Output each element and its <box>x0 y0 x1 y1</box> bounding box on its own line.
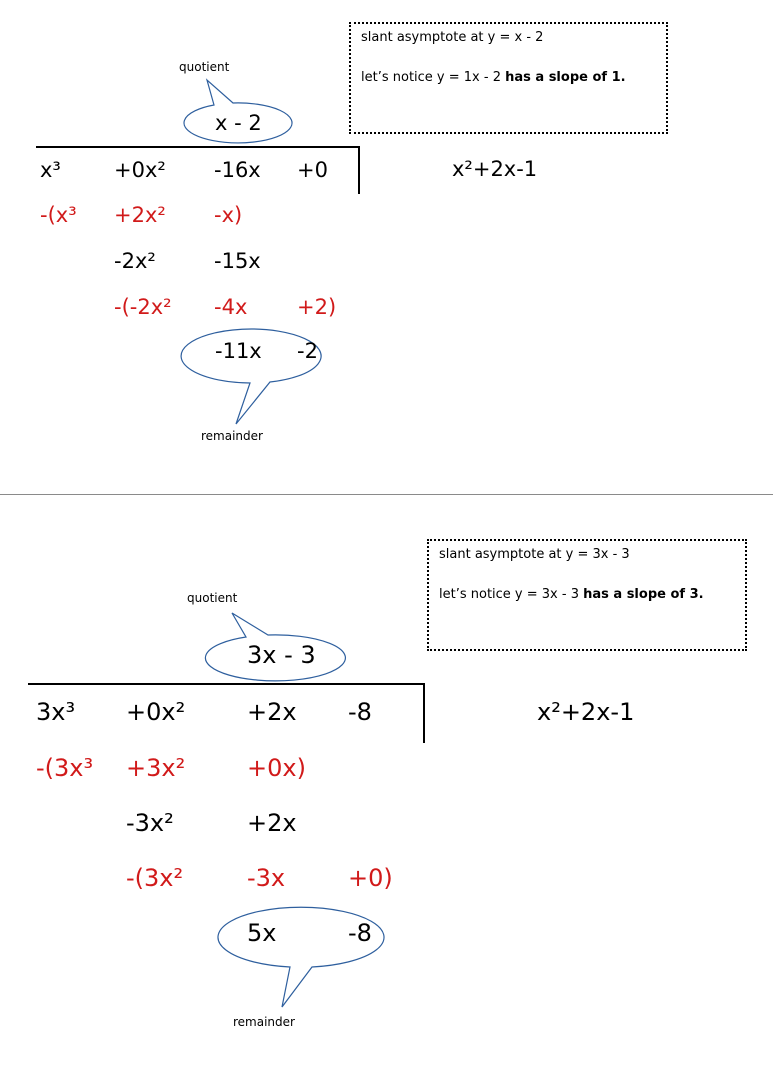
difference-term: -2x² <box>114 249 156 273</box>
slope-emphasis: has a slope of 1. <box>505 70 626 85</box>
subtraction-term: +0x) <box>247 754 306 782</box>
quotient: x - 2 <box>215 111 262 135</box>
division-bar-top <box>28 683 425 685</box>
note-line-2: let’s notice y = 1x - 2 has a slope of 1. <box>361 70 626 85</box>
subtraction-term: -4x <box>214 295 248 319</box>
asymptote-note <box>427 539 747 651</box>
dividend-term: -16x <box>214 158 261 182</box>
remainder-term: -11x <box>215 339 262 363</box>
quotient: 3x - 3 <box>247 641 316 669</box>
division-bar-side <box>358 146 360 194</box>
subtraction-term: -(3x³ <box>36 754 94 782</box>
note-line-1: slant asymptote at y = x - 2 <box>361 30 544 45</box>
note-line-1: slant asymptote at y = 3x - 3 <box>439 547 630 562</box>
subtraction-term: +0) <box>348 864 393 892</box>
dividend-term: +0 <box>297 158 328 182</box>
subtraction-term: -x) <box>214 203 243 227</box>
subtraction-term: +2) <box>297 295 337 319</box>
division-bar-top <box>36 146 360 148</box>
remainder-term: -2 <box>297 339 318 363</box>
difference-term: +2x <box>247 809 297 837</box>
division-bar-side <box>423 683 425 743</box>
subtraction-term: +3x² <box>126 754 186 782</box>
remainder-term: -8 <box>348 919 372 947</box>
difference-term: -15x <box>214 249 261 273</box>
quotient-label: quotient <box>187 591 238 605</box>
remainder-term: 5x <box>247 919 277 947</box>
dividend-term: x³ <box>40 158 61 182</box>
subtraction-term: +2x² <box>114 203 166 227</box>
subtraction-term: -3x <box>247 864 286 892</box>
subtraction-term: -(-2x² <box>114 295 172 319</box>
remainder-label: remainder <box>233 1015 295 1029</box>
quotient-label: quotient <box>179 60 230 74</box>
slope-emphasis: has a slope of 3. <box>583 587 704 602</box>
remainder-label: remainder <box>201 429 263 443</box>
divisor: x²+2x-1 <box>452 157 538 181</box>
dividend-term: 3x³ <box>36 698 76 726</box>
subtraction-term: -(3x² <box>126 864 184 892</box>
dividend-term: +0x² <box>114 158 166 182</box>
note-line-2: let’s notice y = 3x - 3 has a slope of 3. <box>439 587 704 602</box>
divisor: x²+2x-1 <box>537 698 635 726</box>
subtraction-term: -(x³ <box>40 203 77 227</box>
asymptote-note <box>349 22 668 134</box>
dividend-term: +2x <box>247 698 297 726</box>
section-divider <box>0 494 773 495</box>
dividend-term: +0x² <box>126 698 186 726</box>
difference-term: -3x² <box>126 809 174 837</box>
dividend-term: -8 <box>348 698 372 726</box>
